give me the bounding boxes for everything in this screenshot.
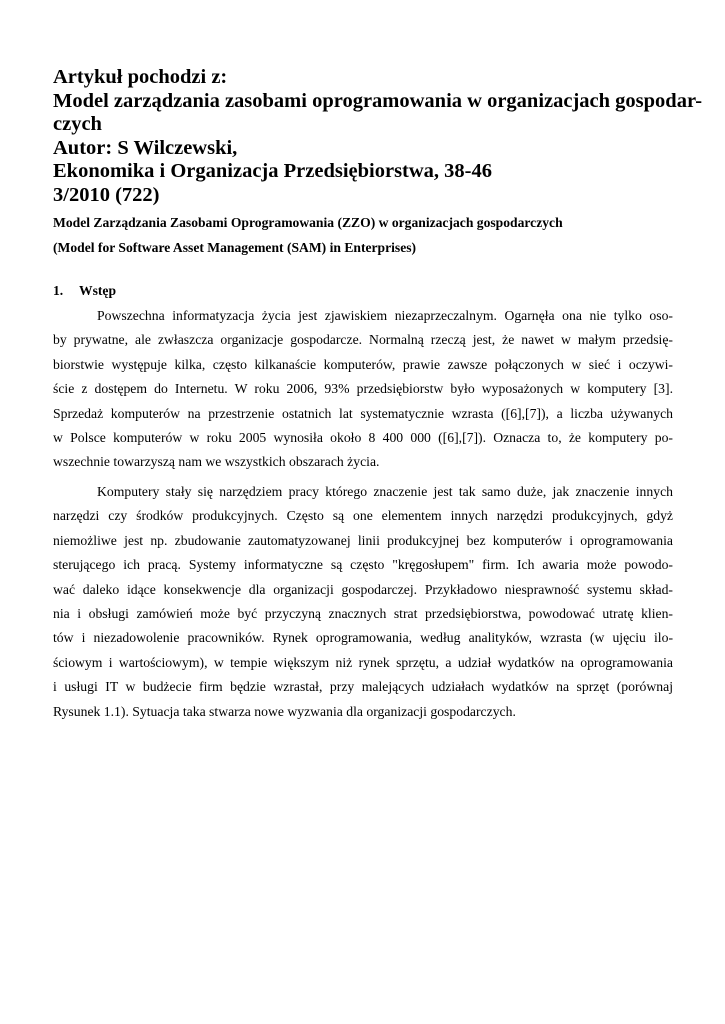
paragraph-1 (53, 304, 673, 475)
paragraph-line: niemożliwe jest np. zbudowanie zautomatyzowanej linii produkcyjnej bez komputerów i oprogramowania (53, 532, 673, 548)
paragraph-line: biorstwie występuje kilka, często kilkanaście komputerów, prawie zawsze połączonych w sieć i oczywi- (53, 356, 673, 372)
header-line-title: Model zarządzania zasobami oprogramowania w organizacjach gospodar- (53, 89, 703, 112)
paragraph-line: w Polsce komputerów w roku 2005 wynosiła około 8 400 000 ([6],[7]). Oznacza to, że komputery po- (53, 429, 673, 445)
paragraph-line: sterującego ich pracą. Systemy informatyczne są często "kręgosłupem" firm. Ich awaria może powodo- (53, 557, 673, 573)
paragraph-line: Sprzedaż komputerów na przestrzenie ostatnich lat systematycznie wzrasta ([6],[7]), a liczba używanych (53, 405, 673, 421)
paragraph-line: Rysunek 1.1). Sytuacja taka stwarza nowe wyzwania dla organizacji gospodarczych. (53, 703, 516, 719)
paper-title-english: (Model for Software Asset Management (SAM) in Enterprises) (53, 240, 417, 255)
paragraph-2 (53, 480, 673, 724)
paragraph-line: by prywatne, ale zwłaszcza organizacje gospodarcze. Normalną rzeczą jest, że nawet w małym przedsię- (53, 332, 673, 348)
paragraph-line: nia i obsługi zamówień może być przyczyną znacznych strat przedsiębiorstwa, powodować utratę klien- (53, 605, 673, 621)
paper-title-polish: Model Zarządzania Zasobami Oprogramowania (ZZO) w organizacjach gospodarczych (53, 215, 563, 230)
paragraph-line: Powszechna informatyzacja życia jest zjawiskiem niezaprzeczalnym. Ogarnęła ona nie tylko oso- (97, 308, 673, 323)
section-number: 1. (53, 283, 64, 298)
article-source-header (53, 66, 703, 207)
paragraph-line: narzędzi czy środków produkcyjnych. Często są one elementem innych narzędzi produkcyjnych, gdyż (53, 508, 673, 524)
paragraph-line: wać daleko idące konsekwencje dla organizacji gospodarczej. Przykładowo niesprawność systemu skład- (53, 581, 673, 597)
header-line-title-cont: czych (53, 113, 102, 135)
paragraph-line: ście z dostępem do Internetu. W roku 2006, 93% przedsiębiorstw było wyposażonych w komputery [3]. (53, 381, 673, 397)
paragraph-line: i usługi IT w budżecie firm będzie wzrastał, przy malejących udziałach wydatków na sprzęt (porównaj (53, 679, 673, 695)
paragraph-line: Komputery stały się narzędziem pracy którego znaczenie jest tak samo duże, jak znaczenie innych (97, 484, 673, 499)
paragraph-line: tów i niezadowolenie pracowników. Rynek oprogramowania, według analityków, wzrasta (w ujęciu ilo- (53, 630, 673, 646)
section-heading (53, 282, 116, 300)
header-line-journal: Ekonomika i Organizacja Przedsiębiorstwa, 38-46 (53, 160, 493, 182)
paragraph-line: wszechnie towarzyszą nam we wszystkich obszarach życia. (53, 454, 380, 470)
header-line-source: Artykuł pochodzi z: (53, 66, 228, 88)
paragraph-line: ściowym i wartościowym), w tempie większym niż rynek sprzętu, a udział wydatków na oprogramowania (53, 654, 673, 670)
header-line-author: Autor: S Wilczewski, (53, 136, 238, 159)
section-title: Wstęp (79, 283, 117, 298)
header-line-issue: 3/2010 (722) (53, 183, 160, 206)
